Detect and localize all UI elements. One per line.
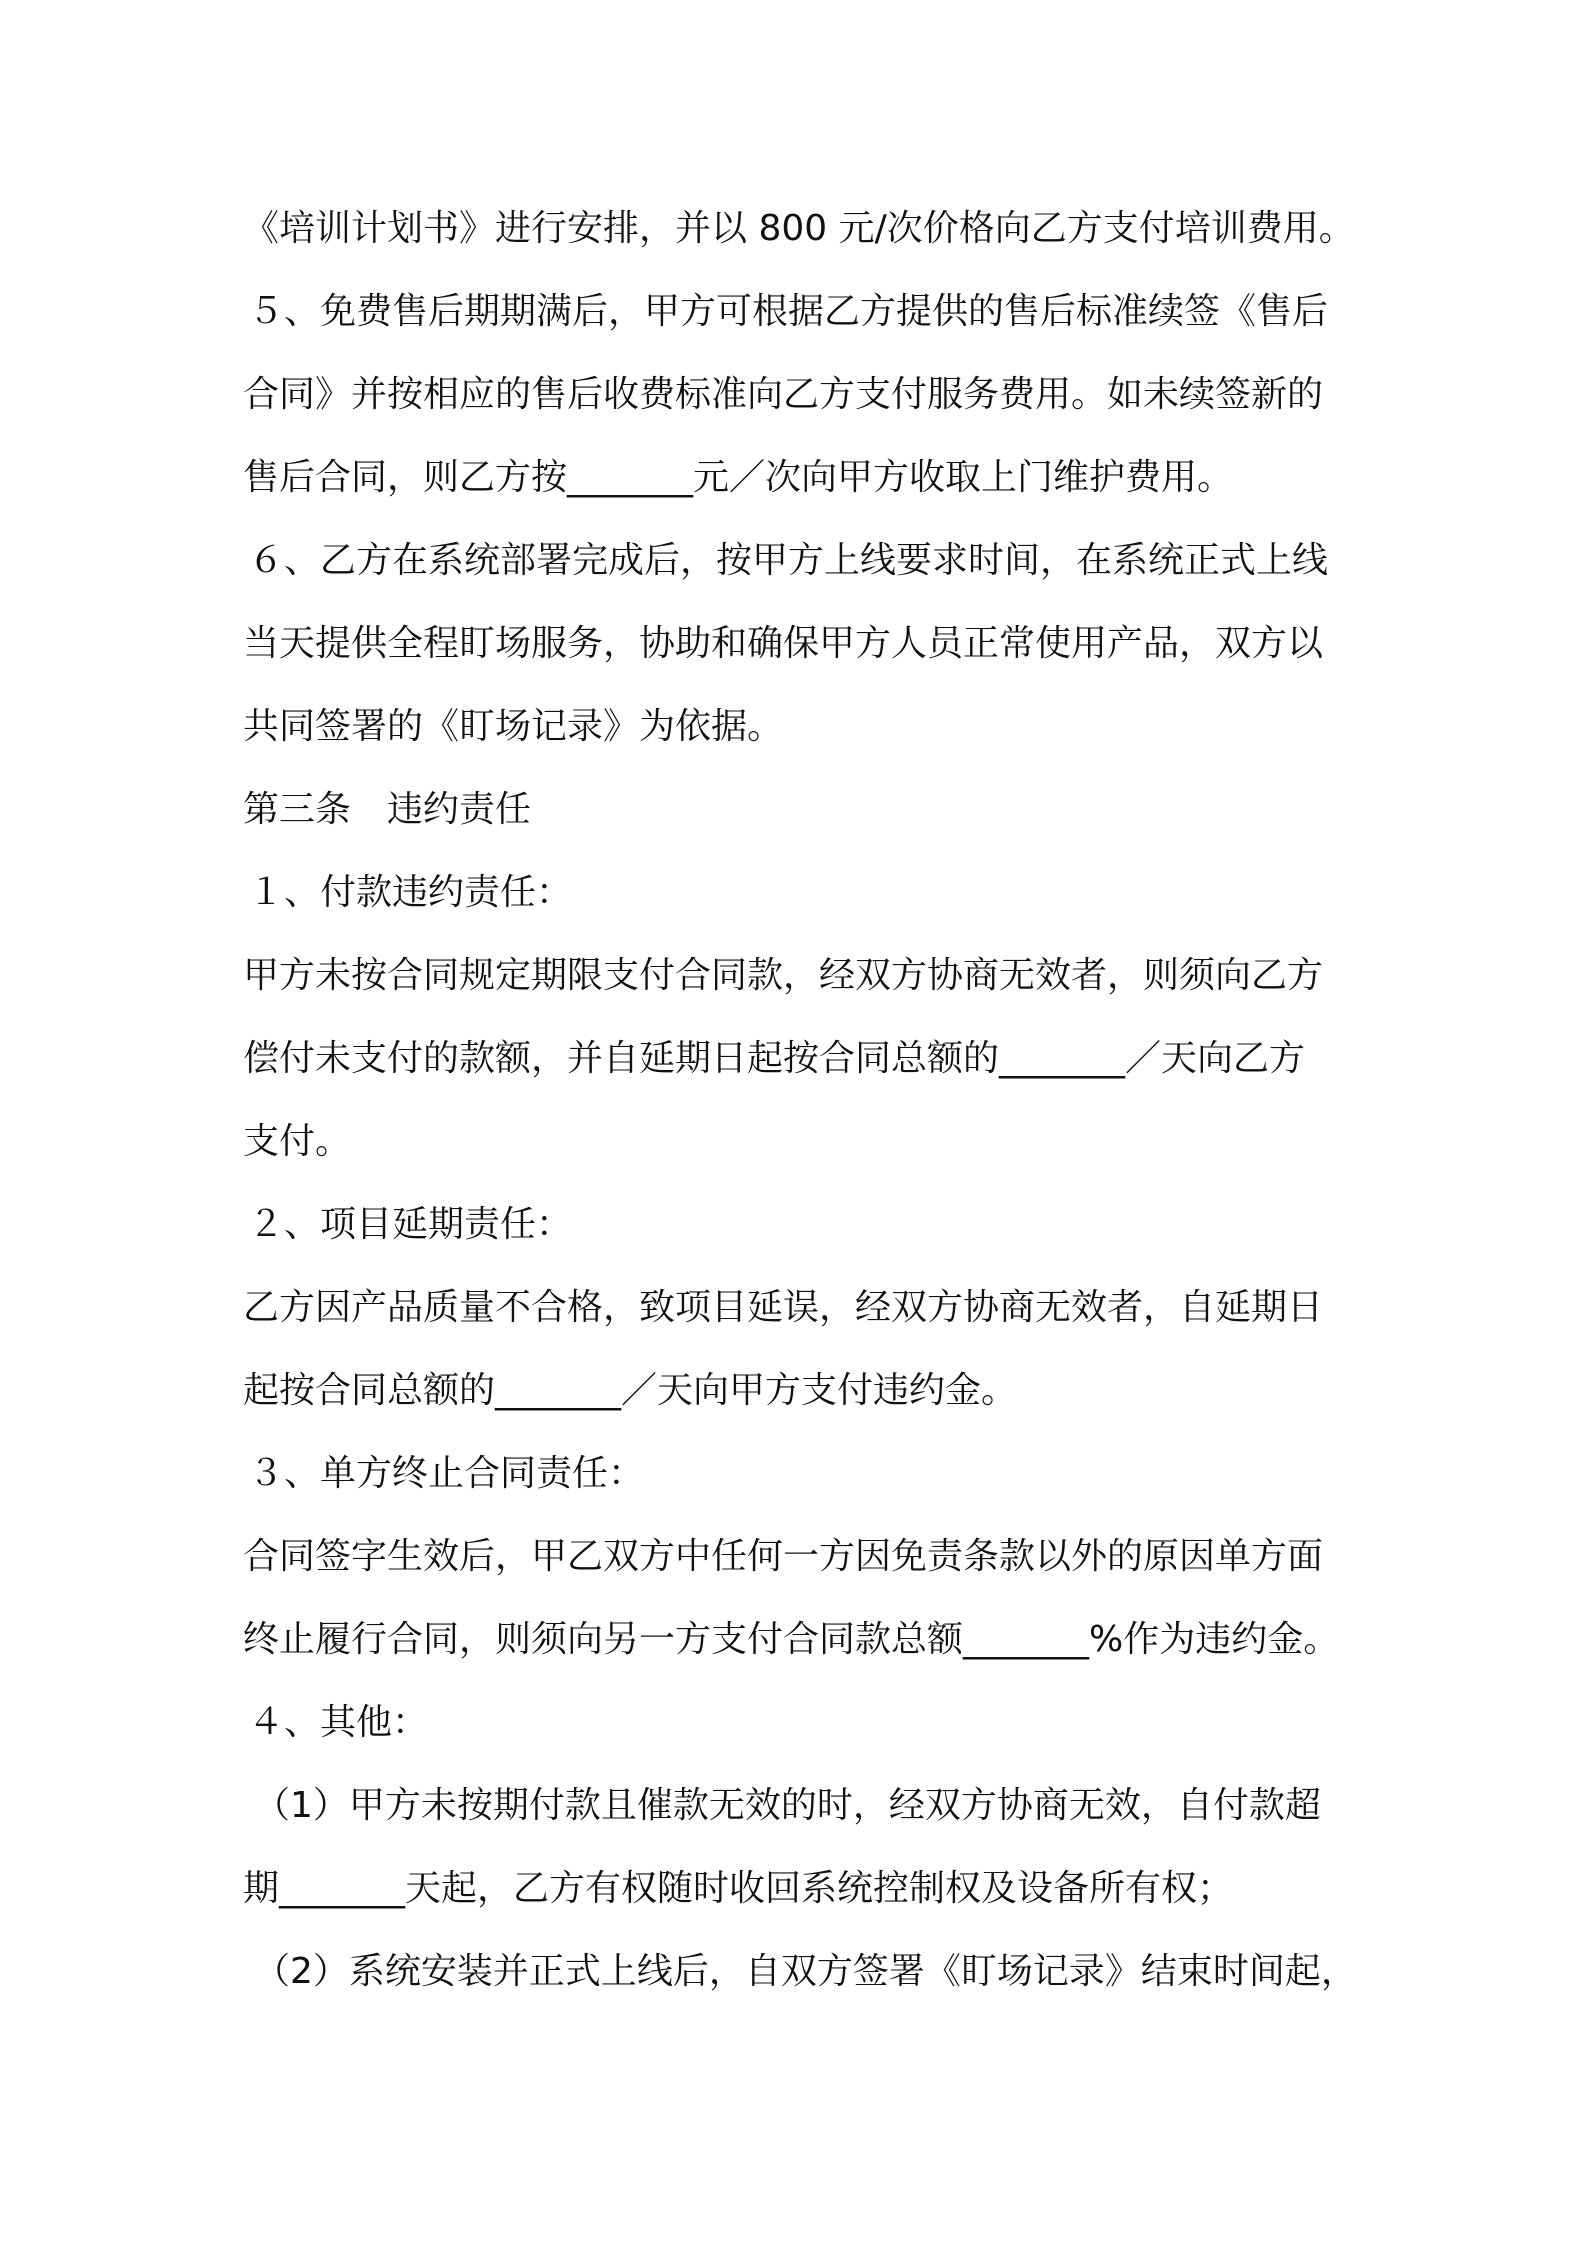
other-item-1-line-1: （1）甲方未按期付款且催款无效的时，经双方协商无效，自付款超 [254,1785,1321,1826]
termination-liability-heading: ３、单方终止合同责任： [248,1453,645,1494]
other-heading: ４、其他： [248,1702,429,1743]
termination-liability-line-2: 终止履行合同，则须向另一方支付合同款总额_______%作为违约金。 [243,1619,1340,1660]
payment-liability-line-3: 支付。 [243,1121,352,1162]
clause-6-line-3: 共同签署的《盯场记录》为依据。 [243,706,784,747]
clause-5-line-3: 售后合同，则乙方按_______元／次向甲方收取上门维护费用。 [243,457,1234,498]
clause-5-line-1: ５、免费售后期期满后，甲方可根据乙方提供的售后标准续签《售后 [248,291,1329,332]
other-item-2-line-1: （2）系统安装并正式上线后，自双方签署《盯场记录》结束时间起， [254,1951,1357,1992]
clause-5-line-2: 合同》并按相应的售后收费标准向乙方支付服务费用。如未续签新的 [243,374,1324,415]
delay-liability-line-2: 起按合同总额的_______／天向甲方支付违约金。 [243,1370,1018,1411]
other-item-1-line-2: 期_______天起，乙方有权随时收回系统控制权及设备所有权； [243,1868,1234,1909]
article-3-heading: 第三条 违约责任 [243,789,532,830]
delay-liability-line-1: 乙方因产品质量不合格，致项目延误，经双方协商无效者，自延期日 [243,1287,1324,1328]
payment-liability-line-2: 偿付未支付的款额，并自延期日起按合同总额的_______／天向乙方 [243,1038,1306,1079]
clause-6-line-1: ６、乙方在系统部署完成后，按甲方上线要求时间，在系统正式上线 [248,540,1329,581]
payment-liability-heading: １、付款违约责任： [248,872,573,913]
text-line: 《培训计划书》进行安排，并以 800 元/次价格向乙方支付培训费用。 [243,208,1355,249]
clause-6-line-2: 当天提供全程盯场服务，协助和确保甲方人员正常使用产品，双方以 [243,623,1324,664]
delay-liability-heading: ２、项目延期责任： [248,1204,573,1245]
payment-liability-line-1: 甲方未按合同规定期限支付合同款，经双方协商无效者，则须向乙方 [243,955,1324,996]
termination-liability-line-1: 合同签字生效后，甲乙双方中任何一方因免责条款以外的原因单方面 [243,1536,1324,1577]
